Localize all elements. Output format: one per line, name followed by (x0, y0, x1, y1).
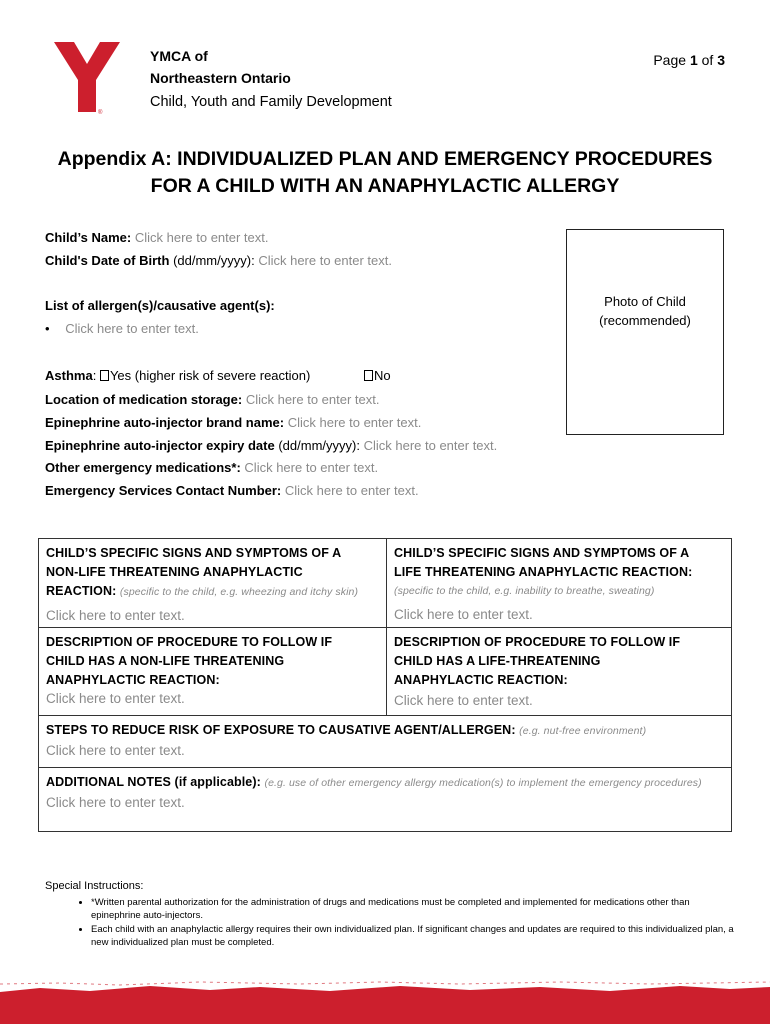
life-procedure-cell: DESCRIPTION OF PROCEDURE TO FOLLOW IF CHILD HAS A LIFE-THREATENING ANAPHYLACTIC REACTION: Click here to enter text. (387, 628, 732, 716)
org-name-line2: Northeastern Ontario (150, 70, 291, 86)
life-signs-input[interactable]: Click here to enter text. (394, 607, 533, 622)
notes-cell: ADDITIONAL NOTES (if applicable): (e.g. use of other emergency allergy medication(s) to implement the emergency procedures) Click here to enter text. (39, 768, 732, 832)
brand-row: Epinephrine auto-injector brand name: Click here to enter text. (45, 415, 422, 430)
allergen-list-item: • Click here to enter text. (45, 321, 199, 336)
storage-row: Location of medication storage: Click here to enter text. (45, 392, 380, 407)
steps-input[interactable]: Click here to enter text. (46, 743, 185, 758)
asthma-yes-label: Yes (higher risk of severe reaction) (109, 368, 311, 383)
child-name-input[interactable]: Click here to enter text. (134, 230, 269, 245)
nonlife-procedure-cell: DESCRIPTION OF PROCEDURE TO FOLLOW IF CHILD HAS A NON-LIFE THREATENING ANAPHYLACTIC REACTION: Click here to enter text. (39, 628, 387, 716)
other-meds-row: Other emergency medications*: Click here to enter text. (45, 460, 379, 475)
photo-label-line2: (recommended) (599, 313, 691, 328)
special-instructions-title: Special Instructions: (45, 880, 144, 892)
nonlife-procedure-input[interactable]: Click here to enter text. (46, 691, 185, 706)
child-name-row: Child’s Name: Click here to enter text. (45, 230, 269, 245)
expiry-row: Epinephrine auto-injector expiry date (dd/mm/yyyy): Click here to enter text. (45, 438, 498, 453)
page-number: Page 1 of 3 (653, 52, 725, 68)
asthma-row: Asthma: Yes (higher risk of severe reaction) (45, 368, 311, 383)
allergens-label: List of allergen(s)/causative agent(s): (45, 298, 275, 313)
asthma-no-option (364, 368, 391, 383)
special-instruction-item: • Each child with an anaphylactic allergy requires their own individualized plan. If significant changes and updates are required to this individualized plan, a new individualized plan must be completed. (91, 924, 741, 949)
plan-table (38, 538, 732, 832)
steps-cell: STEPS TO REDUCE RISK OF EXPOSURE TO CAUSATIVE AGENT/ALLERGEN: (e.g. nut-free environment) Click here to enter text. (39, 716, 732, 768)
asthma-no-checkbox[interactable] (364, 370, 373, 381)
other-meds-input[interactable]: Click here to enter text. (244, 460, 379, 475)
storage-input[interactable]: Click here to enter text. (245, 392, 380, 407)
ems-input[interactable]: Click here to enter text. (284, 483, 419, 498)
brand-input[interactable]: Click here to enter text. (287, 415, 422, 430)
allergen-input[interactable]: Click here to enter text. (65, 321, 199, 336)
expiry-input[interactable]: Click here to enter text. (363, 438, 498, 453)
svg-text:®: ® (98, 110, 103, 116)
life-procedure-input[interactable]: Click here to enter text. (394, 693, 533, 708)
title-line1: Appendix A: INDIVIDUALIZED PLAN AND EMERGENCY PROCEDURES (57, 148, 713, 170)
org-name-line1: YMCA of (150, 48, 208, 64)
ymca-logo (52, 40, 122, 116)
photo-box[interactable] (566, 229, 724, 435)
dob-input[interactable]: Click here to enter text. (258, 253, 392, 268)
asthma-yes-checkbox[interactable] (100, 370, 109, 381)
photo-label-line1: Photo of Child (604, 294, 686, 309)
asthma-no-label: No (374, 368, 391, 383)
footer-red-band (0, 978, 770, 1024)
dob-row: Child's Date of Birth (dd/mm/yyyy): Click here to enter text. (45, 253, 392, 268)
nonlife-signs-input[interactable]: Click here to enter text. (46, 608, 185, 623)
ems-row: Emergency Services Contact Number: Click here to enter text. (45, 483, 419, 498)
life-signs-cell: CHILD’S SPECIFIC SIGNS AND SYMPTOMS OF A LIFE THREATENING ANAPHYLACTIC REACTION: (specific to the child, e.g. inability to breathe, sweating) Click here to enter text. (387, 539, 732, 628)
special-instruction-item: • *Written parental authorization for the administration of drugs and medications must be completed and implemented for medications other than epinephrine auto-injectors. (91, 897, 741, 922)
nonlife-signs-cell: CHILD’S SPECIFIC SIGNS AND SYMPTOMS OF A NON-LIFE THREATENING ANAPHYLACTIC REACTION: (specific to the child, e.g. wheezing and itchy skin) Click here to enter text. (39, 539, 387, 628)
org-department: Child, Youth and Family Development (150, 94, 392, 110)
document-title (0, 146, 770, 200)
notes-input[interactable]: Click here to enter text. (46, 795, 185, 810)
title-line2: FOR A CHILD WITH AN ANAPHYLACTIC ALLERGY (150, 175, 620, 197)
special-instructions-list (58, 897, 741, 951)
